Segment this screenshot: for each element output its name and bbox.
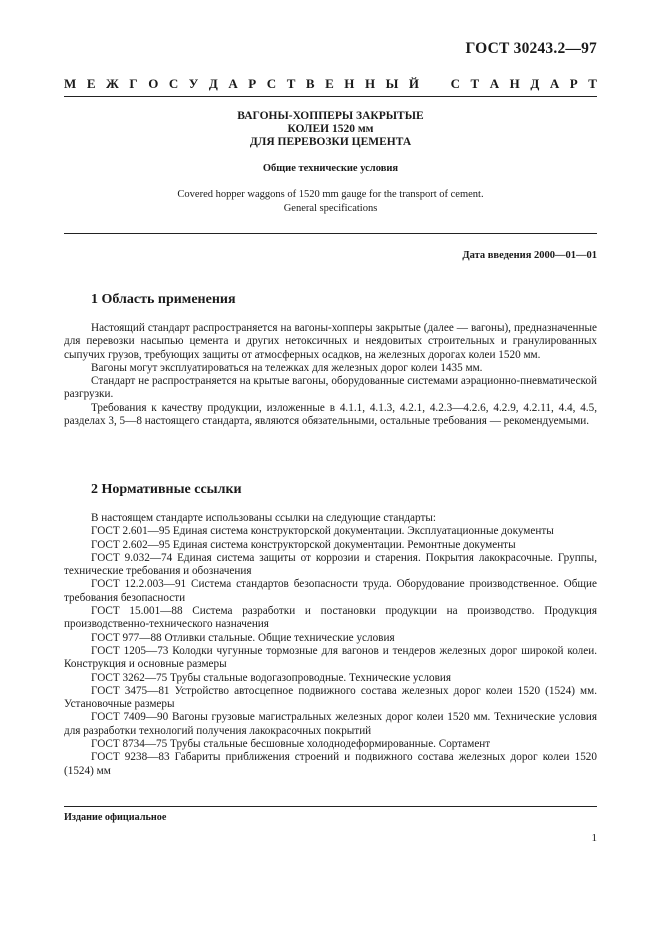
reference-item: ГОСТ 2.601—95 Единая система конструкторской документации. Эксплуатационные документы [91,525,554,538]
interstate-standard-banner [64,76,597,92]
reference-item: ГОСТ 9.032—74 Единая система защиты от коррозии и старения. Покрытия лакокрасочные. Группы, технические требования и обозначения [64,551,597,578]
banner-letter: Й [408,76,420,91]
reference-item: ГОСТ 8734—75 Трубы стальные бесшовные холоднодеформированные. Сортамент [91,738,491,751]
paragraph: Стандарт не распространяется на крытые вагоны, оборудованные системами аэрационно-пневматической разгрузки. [64,375,597,401]
banner-letter: Н [364,76,376,91]
section-1-heading: 1 Область применения [91,292,236,307]
banner-letter: А [489,76,500,91]
title-line: КОЛЕИ 1520 мм [287,123,374,135]
banner-letter: Е [86,76,96,91]
banner-letter: Н [344,76,355,91]
section-2-heading: 2 Нормативные ссылки [91,482,242,497]
paragraph: Настоящий стандарт распространяется на вагоны-хопперы закрытые (далее — вагоны), предназначенные для перевозки насыпью цемента и других нетоксичных и неядовитых строительных и гранулированных сыпучих грузов, требующих защиты от атмосферных осадков, на железных дорогах колеи 1520 мм. [64,322,597,361]
banner-letter: Т [588,76,597,91]
banner-letter: Р [248,76,257,91]
banner-letter: Д [208,76,218,91]
banner-letter: Д [530,76,540,91]
banner-letter: С [266,76,277,91]
english-title [64,188,597,216]
reference-item: ГОСТ 1205—73 Колодки чугунные тормозные для вагонов и тендеров железных дорог широкой колеи. Конструкция и основные размеры [64,644,597,671]
banner-letter: Т [286,76,296,91]
reference-item: ГОСТ 7409—90 Вагоны грузовые магистральных железных дорог колеи 1520 мм. Технические условия для разработки технологий получения лакокрасочных покрытий [64,711,597,737]
introduction-date: Дата введения 2000—01—01 [462,250,597,261]
section-1-body [64,322,597,428]
banner-letter: Г [129,76,138,91]
title-line: ВАГОНЫ-ХОППЕРЫ ЗАКРЫТЫЕ [237,110,424,122]
title-rule [64,233,597,234]
title-block [64,110,597,216]
banner-letter: О [148,76,159,91]
document-code: ГОСТ 30243.2—97 [465,40,597,57]
banner-letter: Н [509,76,520,91]
reference-item: ГОСТ 15.001—88 Система разработки и постановки продукции на производство. Продукция производственно-технического назначения [64,605,597,631]
banner-letter: С [450,76,461,91]
banner-letter: М [64,76,77,91]
banner-letter: Е [325,76,334,91]
banner-letter: Ы [385,76,399,91]
paragraph: Вагоны могут эксплуатироваться на тележках для железных дорог колеи 1435 мм. [91,361,483,374]
footer-rule [64,806,597,807]
header-rule [64,96,597,97]
reference-item: ГОСТ 3475—81 Устройство автосцепное подвижного состава железных дорог колеи 1520 (1524) мм. Установочные размеры [64,684,597,711]
reference-item: ГОСТ 3262—75 Трубы стальные водогазопроводные. Технические условия [91,671,451,684]
banner-letter: С [168,76,179,91]
english-title-line: General specifications [283,203,378,214]
section-2-body [64,512,597,778]
banner-letter: У [188,76,199,91]
page-number: 1 [591,832,597,844]
title-line: ДЛЯ ПЕРЕВОЗКИ ЦЕМЕНТА [249,136,412,148]
english-title-line: Covered hopper waggons of 1520 mm gauge for the transport of cement. [177,189,484,200]
banner-letter: Ж [106,76,119,91]
banner-letter: Р [569,76,578,91]
subtitle: Общие технические условия [262,163,399,174]
reference-item: ГОСТ 9238—83 Габариты приближения строений и подвижного состава железных дорог колеи 1520 (1524) мм [64,751,597,777]
banner-letter: А [228,76,238,91]
banner-letter: Т [470,76,480,91]
paragraph: Требования к качеству продукции, изложенные в 4.1.1, 4.1.3, 4.2.1, 4.2.3—4.2.6, 4.2.9, 4.2.11, 4.4, 4.5, разделах 3, 5—8 настоящего стандарта, являются обязательными, остальные требования — рекомендуемыми. [64,401,597,428]
banner-letter: В [305,76,315,91]
reference-item: ГОСТ 2.602—95 Единая система конструкторской документации. Ремонтные документы [91,538,516,551]
edition-note: Издание официальное [64,812,167,823]
reference-item: ГОСТ 977—88 Отливки стальные. Общие технические условия [91,631,395,644]
banner-letter: А [549,76,560,91]
reference-item: ГОСТ 12.2.003—91 Система стандартов безопасности труда. Оборудование производственное. Общие требования безопасности [64,578,597,604]
paragraph: В настоящем стандарте использованы ссылки на следующие стандарты: [91,512,436,524]
